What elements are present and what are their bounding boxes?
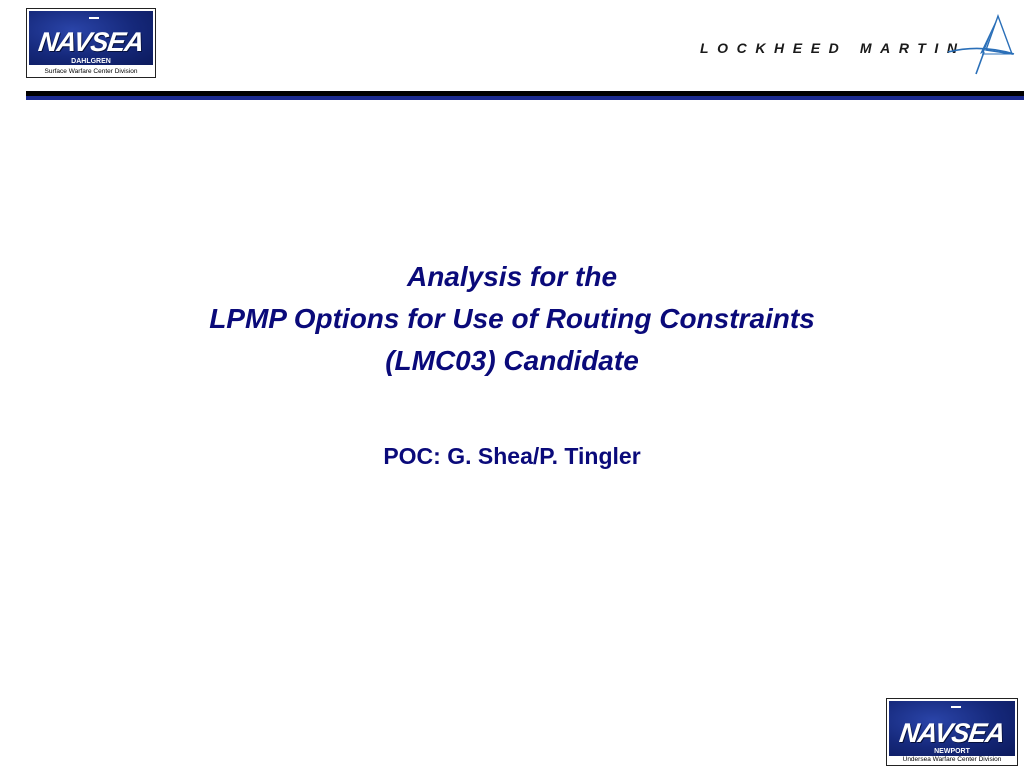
lockheed-martin-star-icon xyxy=(940,14,1016,76)
navsea-division-label: Surface Warfare Center Division xyxy=(44,68,138,75)
navsea-dahlgren-logo xyxy=(26,8,156,78)
navsea-logo-field xyxy=(889,701,1015,756)
slide-title xyxy=(0,256,1024,382)
title-line-3: (LMC03) Candidate xyxy=(385,345,639,376)
logo-tick-mark xyxy=(951,706,961,708)
navsea-wordmark: NAVSEA xyxy=(897,718,1007,748)
navsea-site-label: NEWPORT xyxy=(934,748,970,755)
logo-tick-mark xyxy=(89,17,99,19)
title-line-1: Analysis for the xyxy=(406,261,618,292)
lockheed-martin-logo xyxy=(700,14,1016,76)
navsea-newport-logo xyxy=(886,698,1018,766)
header-rule-blue xyxy=(26,96,1024,100)
point-of-contact: POC: G. Shea/P. Tingler xyxy=(383,443,641,469)
navsea-site-label: DAHLGREN xyxy=(71,58,111,65)
header-divider xyxy=(26,91,1024,100)
lockheed-martin-wordmark: LOCKHEED MARTIN xyxy=(700,40,966,56)
navsea-wordmark: NAVSEA xyxy=(36,27,146,57)
navsea-division-label: Undersea Warfare Center Division xyxy=(902,756,1002,763)
title-line-2: LPMP Options for Use of Routing Constraints xyxy=(209,303,815,334)
navsea-logo-field xyxy=(29,11,153,65)
